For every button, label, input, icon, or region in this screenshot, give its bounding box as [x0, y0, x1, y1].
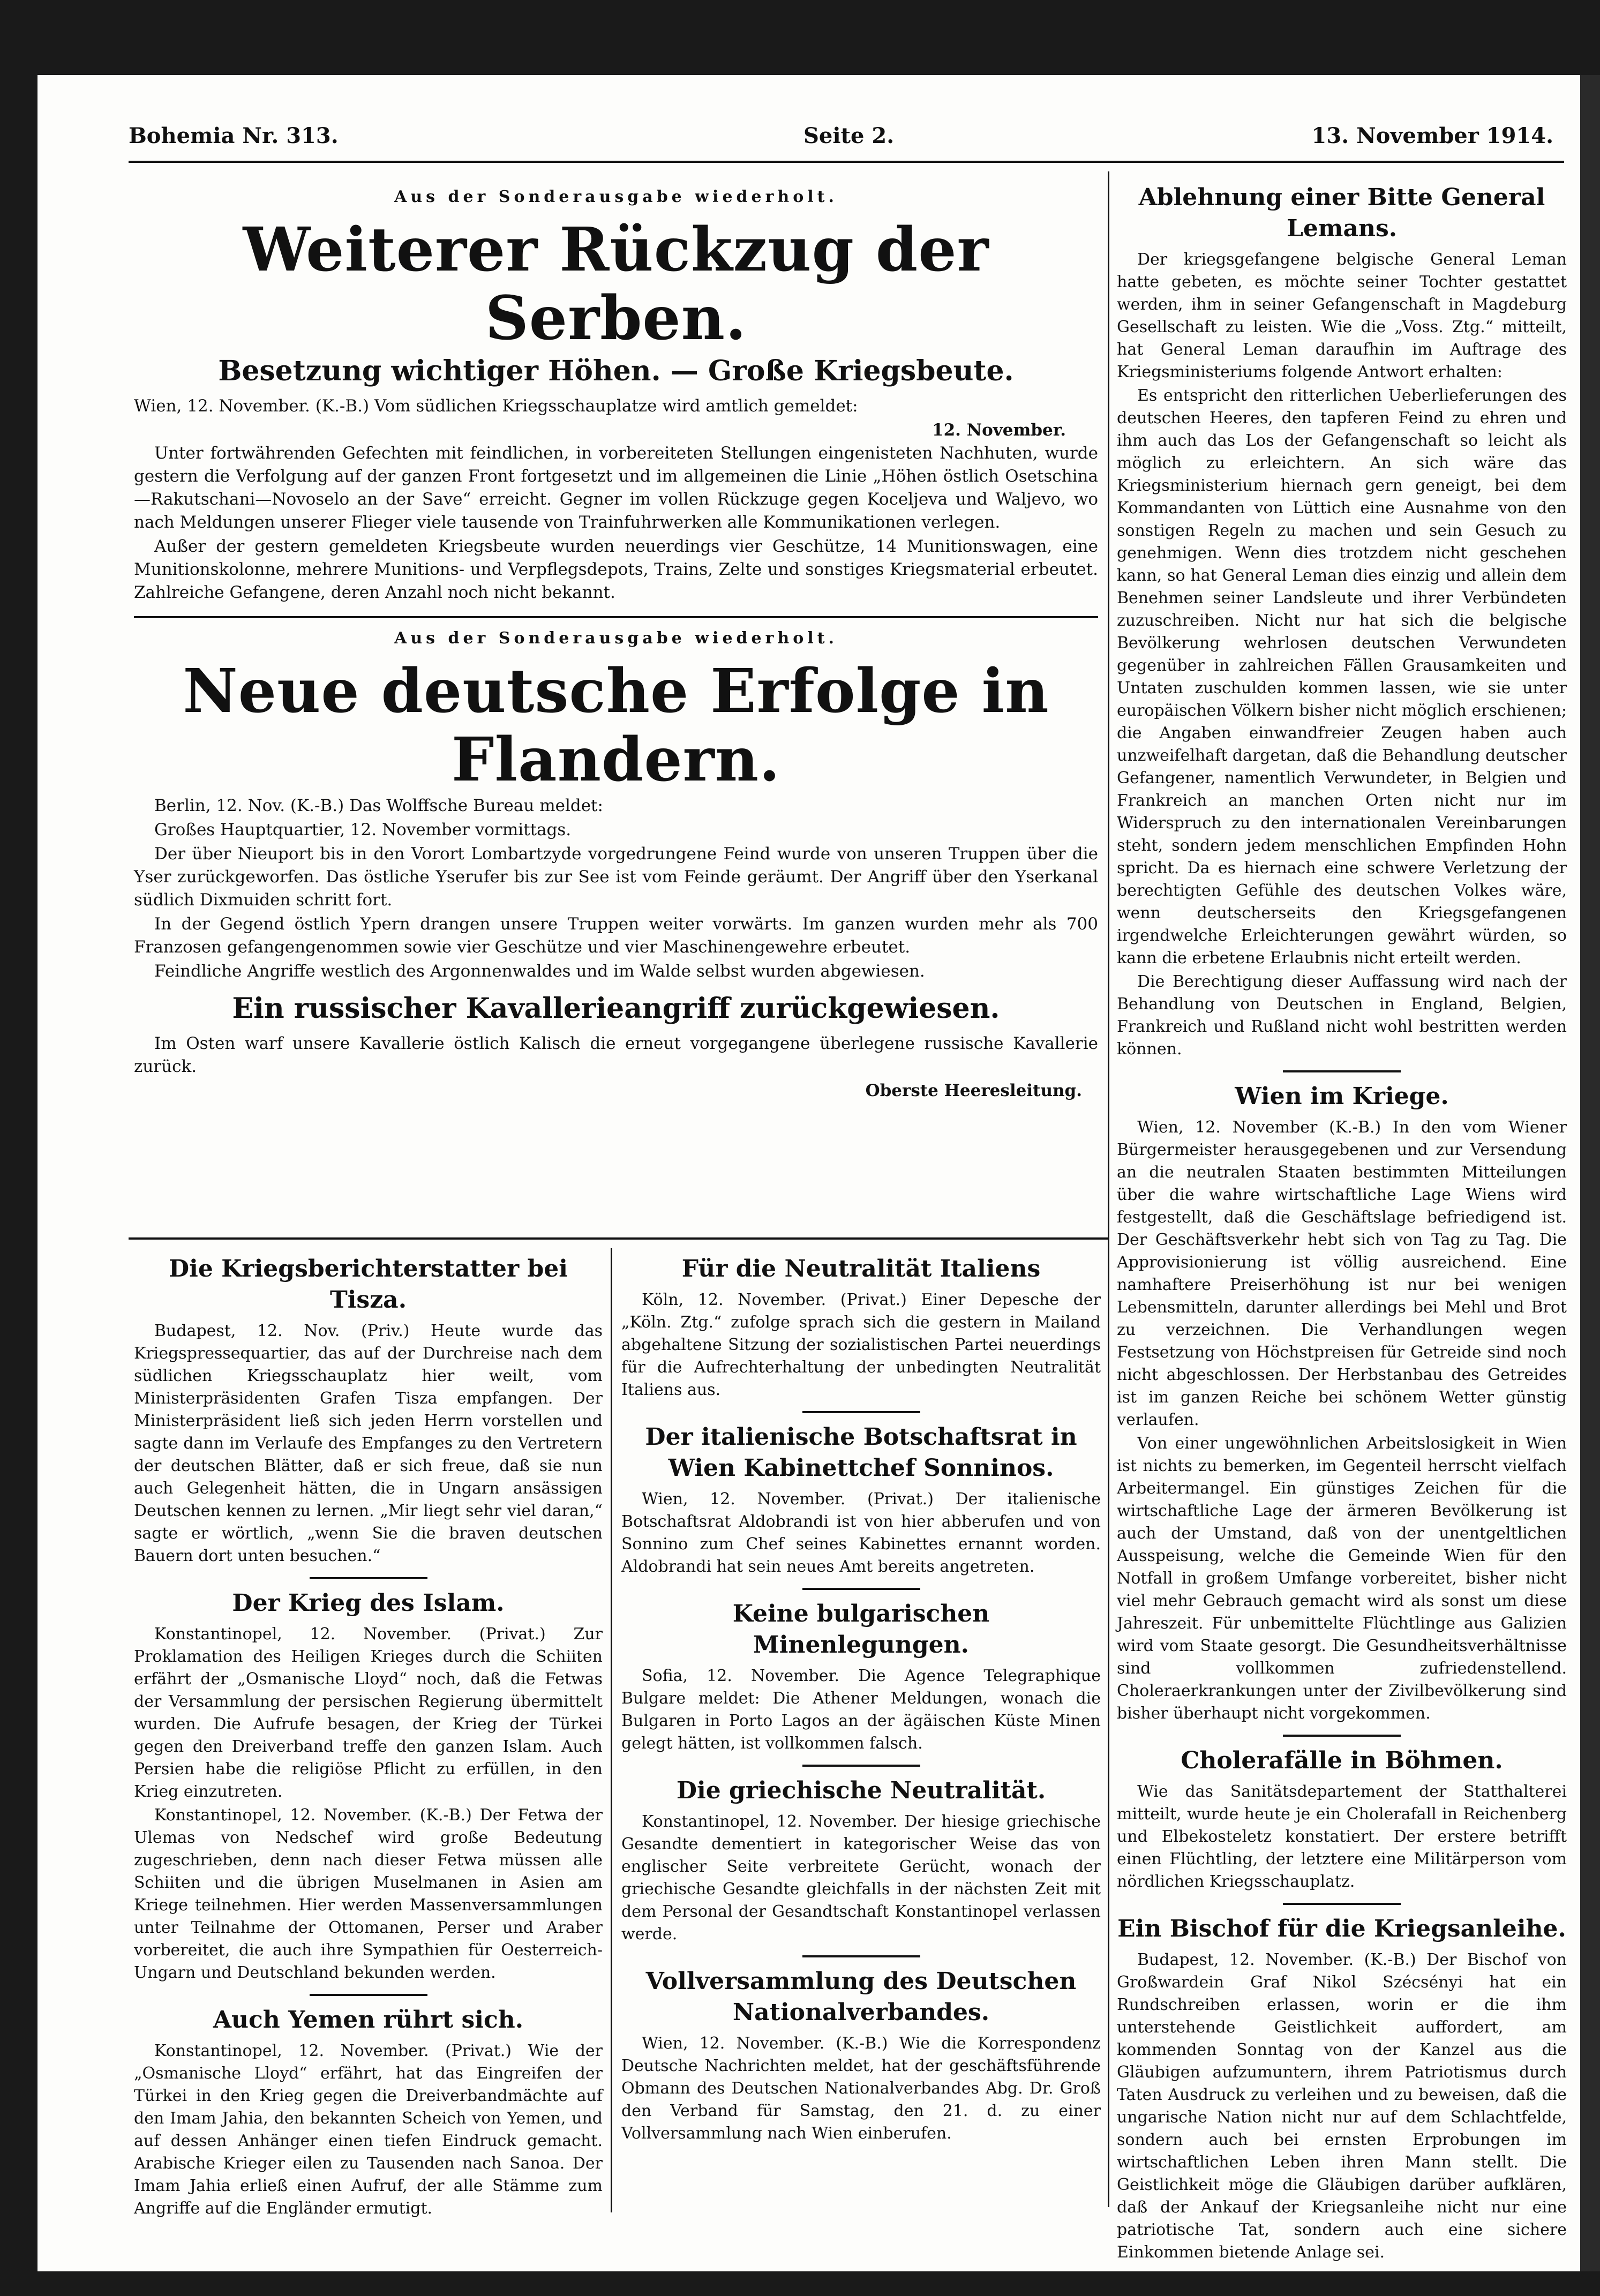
- top-section-rule: [129, 1237, 1108, 1240]
- paragraph: Budapest, 12. Nov. (Priv.) Heute wurde das Kriegspressequartier, das auf der Durchreise nach dem südlichen Kriegsschauplatz hier weilt, vom Ministerpräsidenten Grafen Tisza empfangen. Der Ministerpräsident ließ sich jeden Herrn vorstellen und sagte dann im Verlaufe des Empfanges zu den Vertretern der deutschen Blätter, daß er sich freue, daß sie nun auch Gelegenheit hätten, die in Ungarn ansässigen Deutschen kennen zu lernen. „Mir liegt sehr viel daran,“ sagte er wörtlich, „wenn Sie die braven deutschen Bauern dort unten besuchen.“: [134, 1322, 603, 1565]
- headline-tisza: Die Kriegsberichterstatter bei Tisza.: [168, 1255, 568, 1314]
- paragraph: Konstantinopel, 12. November. (K.-B.) Der Fetwa der Ulemas von Nedschef wird große Bedeutung zugeschrieben, denn nach dieser Fetwa müssen alle Schiiten und die übrigen Muselmanen in Asien am Kriege teilnehmen. Hier werden Massenversammlungen unter Teilnahme der Ottomanen, Perser und Araber vorbereitet, die auch ihre Sympathien für Oesterreich-Ungarn und Deutschland bekunden werden.: [134, 1806, 603, 1982]
- divider: [802, 1411, 920, 1413]
- paragraph: Feindliche Angriffe westlich des Argonnenwaldes und im Walde selbst wurden abgewiesen.: [154, 962, 925, 981]
- masthead-page: Seite 2.: [803, 123, 895, 148]
- paragraph: Großes Hauptquartier, 12. November vormittags.: [154, 820, 572, 839]
- headline-bischof: Ein Bischof für die Kriegsanleihe.: [1117, 1915, 1566, 1942]
- headline-minen: Keine bulgarischen Minenlegungen.: [732, 1600, 990, 1659]
- paragraph: Wien, 12. November. (K.-B.) Wie die Korrespondenz Deutsche Nachrichten meldet, hat der geschäftsführende Obmann des Deutschen Nationalverbandes Abg. Dr. Groß den Verband für Samstag, den 21. d. zu einer Vollversammlung nach Wien einberufen.: [621, 2034, 1101, 2143]
- paragraph: Wien, 12. November. (K.-B.) Vom südlichen Kriegsschauplatze wird amtlich gemeldet:: [134, 396, 858, 416]
- signature: Oberste Heeresleitung.: [865, 1081, 1082, 1100]
- paragraph: Es entspricht den ritterlichen Ueberlieferungen des deutschen Heeres, den tapferen Feind zu ehren und ihm auch das Los der Gefangenschaft so leicht als möglich zu erleichtern. An sich wäre das Kriegsministerium hiernach gern geneigt, bei dem Kommandanten von Lüttich eine Ausnahme von den sonstigen Regeln zu machen und sein Gesuch zu genehmigen. Wenn dies trotzdem nicht geschehen kann, so hat General Leman dies einzig und allein dem Benehmen seiner Landsleute und ihrer Verbündeten zuzuschreiben. Nicht nur hat sich die belgische Bevölkerung wehrlosen deutschen Verwundeten gegenüber in zahlreichen Fällen Grausamkeiten und Untaten zuschulden kommen lassen, wie sie unter europäischen Völkern bisher nicht möglich erschienen; die Angaben einwandfreier Zeugen haben auch unzweifelhaft dargetan, daß die Behandlung deutscher Gefangener, namentlich Verwundeter, in Belgien und Frankreich an manchen Orten nicht nur im Widerspruch zu den internationalen Vereinbarungen steht, sondern jedem menschlichen Empfinden Hohn spricht. Da es hiernach eine schwere Verletzung der berechtigten Gefühle des deutschen Volkes wäre, wenn deutscherseits den Kriegsgefangenen irgendwelche Erleichterungen gewährt würden, so kann die erbetene Erlaubnis nicht erteilt werden.: [1117, 386, 1567, 967]
- paragraph: Der kriegsgefangene belgische General Leman hatte gebeten, es möchte seiner Tochter gestattet werden, ihm in seiner Gefangenschaft in Magdeburg Gesellschaft zu leisten. Wie die „Voss. Ztg.“ mitteilt, hat General Leman daraufhin im Auftrage des Kriegsministeriums folgende Antwort erhalten:: [1117, 250, 1567, 381]
- paragraph: Konstantinopel, 12. November. (Privat.) Zur Proklamation des Heiligen Krieges durch die Schiiten erfährt der „Osmanische Lloyd“ noch, daß die Fetwas der Versammlung der persischen Regierung übermittelt wurden. Die Aufrufe besagen, der Krieg der Türkei gegen den Dreiverband treffe den ganzen Islam. Auch Persien habe die religiöse Pflicht zu erfüllen, in den Krieg einzutreten.: [134, 1625, 603, 1801]
- paragraph: Der über Nieuport bis in den Vorort Lombartzyde vorgedrungene Feind wurde von unseren Truppen über die Yser zurückgeworfen. Das östliche Yserufer bis zur See ist vom Feinde geräumt. Der Angriff über den Yserkanal südlich Dixmuiden schritt fort.: [134, 844, 1098, 910]
- headline-kavallerie: Ein russischer Kavallerieangriff zurückgewiesen.: [232, 992, 1000, 1025]
- divider: [1283, 1903, 1401, 1905]
- masthead-date: 13. November 1914.: [1311, 123, 1553, 148]
- paragraph: Budapest, 12. November. (K.-B.) Der Bischof von Großwardein Graf Nikol Szécsényi hat ein Rundschreiben erlassen, worin er die ihm unterstehende Geistlichkeit auffordert, am kommenden Sonntag von der Kanzel aus die Gläubigen aufzumuntern, ihrem Patriotismus durch Taten Ausdruck zu verleihen und zu beweisen, daß die ungarische Nation nicht nur auf dem Schlachtfelde, sondern auch bei ernsten Erprobungen im wirtschaftlichen Leben ihren Mann stellt. Die Geistlichkeit möge die Gläubigen darüber aufklären, daß der Ankauf der Kriegsanleihe nicht nur eine patriotische Tat, sondern auch eine sichere Einkommen bietende Anlage sei.: [1117, 1950, 1567, 2262]
- top-section: [134, 182, 1098, 1102]
- divider: [310, 1994, 427, 1996]
- paragraph: Konstantinopel, 12. November. (Privat.) Wie der „Osmanische Lloyd“ erfährt, hat das Eingreifen der Türkei in den Krieg gegen die Dreiverbandmächte auf den Imam Jahia, den bekannten Scheich von Yemen, und auf dessen Anhänger einen tiefen Eindruck gemacht. Arabische Krieger eilen zu Tausenden nach Sanoa. Der Imam Jahia erließ einen Aufruf, der alle Stämme zum Angriffe auf die Engländer ermutigt.: [134, 2042, 603, 2218]
- paragraph: In der Gegend östlich Ypern drangen unsere Truppen weiter vorwärts. Im ganzen wurden mehr als 700 Franzosen gefangengenommen sowie vier Geschütze und vier Maschinengewehre erbeutet.: [134, 914, 1098, 957]
- column-rule-right: [1108, 171, 1109, 2207]
- column-rule-middle: [611, 1248, 612, 2212]
- paragraph: Unter fortwährenden Gefechten mit feindlichen, in vorbereiteten Stellungen eingenisteten Nachhuten, wurde gestern die Verfolgung auf der ganzen Front fortgesetzt und im allgemeinen die Linie „Höhen östlich Osetschina—Rakutschani—Novoselo an der Save“ erreicht. Gegner im vollen Rückzuge gegen Koceljeva und Waljevo, wo nach Meldungen unserer Flieger viele tausende von Trainfuhrwerken alle Kommunikationen verlegen.: [134, 444, 1098, 532]
- headline-flandern: Neue deutsche Erfolge in Flandern.: [183, 656, 1049, 795]
- paragraph: Außer der gestern gemeldeten Kriegsbeute wurden neuerdings vier Geschütze, 14 Munitionswagen, eine Munitionskolonne, mehrere Munitions- und Verpflegsdepots, Trains, Zelte und sonstiges Kriegsmaterial erbeutet. Zahlreiche Gefangene, deren Anzahl noch nicht bekannt.: [134, 537, 1098, 602]
- right-column: [1117, 177, 1567, 2265]
- subheadline-serben: Besetzung wichtiger Höhen. — Große Kriegsbeute.: [218, 355, 1014, 387]
- divider: [310, 1577, 427, 1579]
- divider: [1283, 1070, 1401, 1072]
- divider: [802, 1765, 920, 1767]
- masthead-rule: [129, 161, 1564, 163]
- headline-leman: Ablehnung einer Bitte General Lemans.: [1138, 184, 1545, 242]
- divider: [802, 1588, 920, 1590]
- headline-islam: Der Krieg des Islam.: [232, 1589, 505, 1617]
- paragraph: Berlin, 12. Nov. (K.-B.) Das Wolffsche Bureau meldet:: [154, 796, 603, 815]
- reprint-note: Aus der Sonderausgabe wiederholt.: [394, 629, 838, 648]
- paragraph: Im Osten warf unsere Kavallerie östlich Kalisch die erneut vorgegangene überlegene russische Kavallerie zurück.: [134, 1034, 1098, 1076]
- divider: [802, 1955, 920, 1957]
- masthead-issue: Bohemia Nr. 313.: [129, 123, 339, 148]
- paragraph: Die Berechtigung dieser Auffassung wird nach der Behandlung von Deutschen in England, Belgien, Frankreich und Rußland nicht wohl bestritten werden können.: [1117, 972, 1567, 1059]
- masthead: [129, 123, 1564, 155]
- headline-italien: Für die Neutralität Italiens: [681, 1255, 1041, 1282]
- left-column: [134, 1248, 603, 2221]
- headline-cholera: Cholerafälle in Böhmen.: [1181, 1747, 1503, 1774]
- paragraph: Wien, 12. November (K.-B.) In den vom Wiener Bürgermeister herausgegebenen und zur Versendung an die neutralen Staaten bestimmten Mitteilungen über die wahre wirtschaftliche Lage Wiens wird festgestellt, daß die Geschäftslage befriedigend ist. Der Geschäftsverkehr hebt sich von Tag zu Tag. Die Approvisionierung ist völlig ausreichend. Eine namhaftere Preiserhöhung ist nur bei wenigen Lebensmitteln, darunter allerdings bei Mehl und Brot zu verzeichnen. Die Verhandlungen wegen Festsetzung von Höchstpreisen für Getreide sind noch nicht abgeschlossen. Der Herbstanbau des Getreides ist im ganzen Reiche bei schönem Wetter günstig verlaufen.: [1117, 1118, 1567, 1429]
- paragraph: Wien, 12. November. (Privat.) Der italienische Botschaftsrat Aldobrandi ist von hier abberufen und von Sonnino zum Chef seines Kabinettes ernannt worden. Aldobrandi hat sein neues Amt bereits angetreten.: [621, 1490, 1101, 1576]
- reprint-note: Aus der Sonderausgabe wiederholt.: [394, 187, 838, 206]
- middle-column: [621, 1248, 1101, 2146]
- headline-griechisch: Die griechische Neutralität.: [676, 1777, 1046, 1804]
- section-divider: [134, 616, 1098, 618]
- headline-serben: Weiterer Rückzug der Serben.: [243, 215, 989, 354]
- headline-wien-im-kriege: Wien im Kriege.: [1235, 1083, 1449, 1110]
- paragraph: Wie das Sanitätsdepartement der Statthalterei mitteilt, wurde heute je ein Cholerafall in Reichenberg und Elbekosteletz konstatiert. Der erstere betrifft einen Flüchtling, der letztere eine Militärperson vom nördlichen Kriegsschauplatz.: [1117, 1782, 1567, 1891]
- divider: [1283, 1735, 1401, 1737]
- dateline: 12. November.: [932, 421, 1066, 440]
- page-edge: [1580, 75, 1600, 2271]
- paragraph: Sofia, 12. November. Die Agence Telegraphique Bulgare meldet: Die Athener Meldungen, wonach die Bulgaren in Porto Lagos an der ägäischen Küste Minen gelegt hätten, ist vollkommen falsch.: [621, 1667, 1101, 1753]
- headline-botschaftsrat: Der italienische Botschaftsrat in Wien Kabinettchef Sonninos.: [645, 1423, 1077, 1482]
- paragraph: Von einer ungewöhnlichen Arbeitslosigkeit in Wien ist nichts zu bemerken, im Gegenteil herrscht vielfach Arbeitermangel. Ein günstiges Zeichen für die wirtschaftliche Lage der ärmeren Bevölkerung ist auch der Umstand, daß von der unentgeltlichen Ausspeisung, welche die Gemeinde Wien für den Notfall in großem Umfange vorbereitet, bisher nicht viel mehr Gebrauch gemacht wird als sonst um diese Jahreszeit. Für unbemittelte Flüchtlinge aus Galizien wird vom Staate gesorgt. Die Gesundheitsverhältnisse sind vollkommen zufriedenstellend. Choleraerkrankungen unter der Zivilbevölkerung sind bisher überhaupt nicht vorgekommen.: [1117, 1434, 1567, 1723]
- headline-nationalverband: Vollversammlung des Deutschen Nationalverbandes.: [645, 1968, 1077, 2026]
- paragraph: Köln, 12. November. (Privat.) Einer Depesche der „Köln. Ztg.“ zufolge sprach sich die gestern in Mailand abgehaltene Sitzung der sozialistischen Partei neuerdings für die Aufrechterhaltung der unbedingten Neutralität Italiens aus.: [621, 1290, 1101, 1399]
- paragraph: Konstantinopel, 12. November. Der hiesige griechische Gesandte dementiert in kategorischer Weise das von englischer Seite verbreitete Gerücht, wonach der griechische Gesandte gleichfalls in der nächsten Zeit mit dem Personal der Gesandtschaft Konstantinopel verlassen werde.: [621, 1812, 1101, 1944]
- headline-yemen: Auch Yemen rührt sich.: [213, 2006, 524, 2034]
